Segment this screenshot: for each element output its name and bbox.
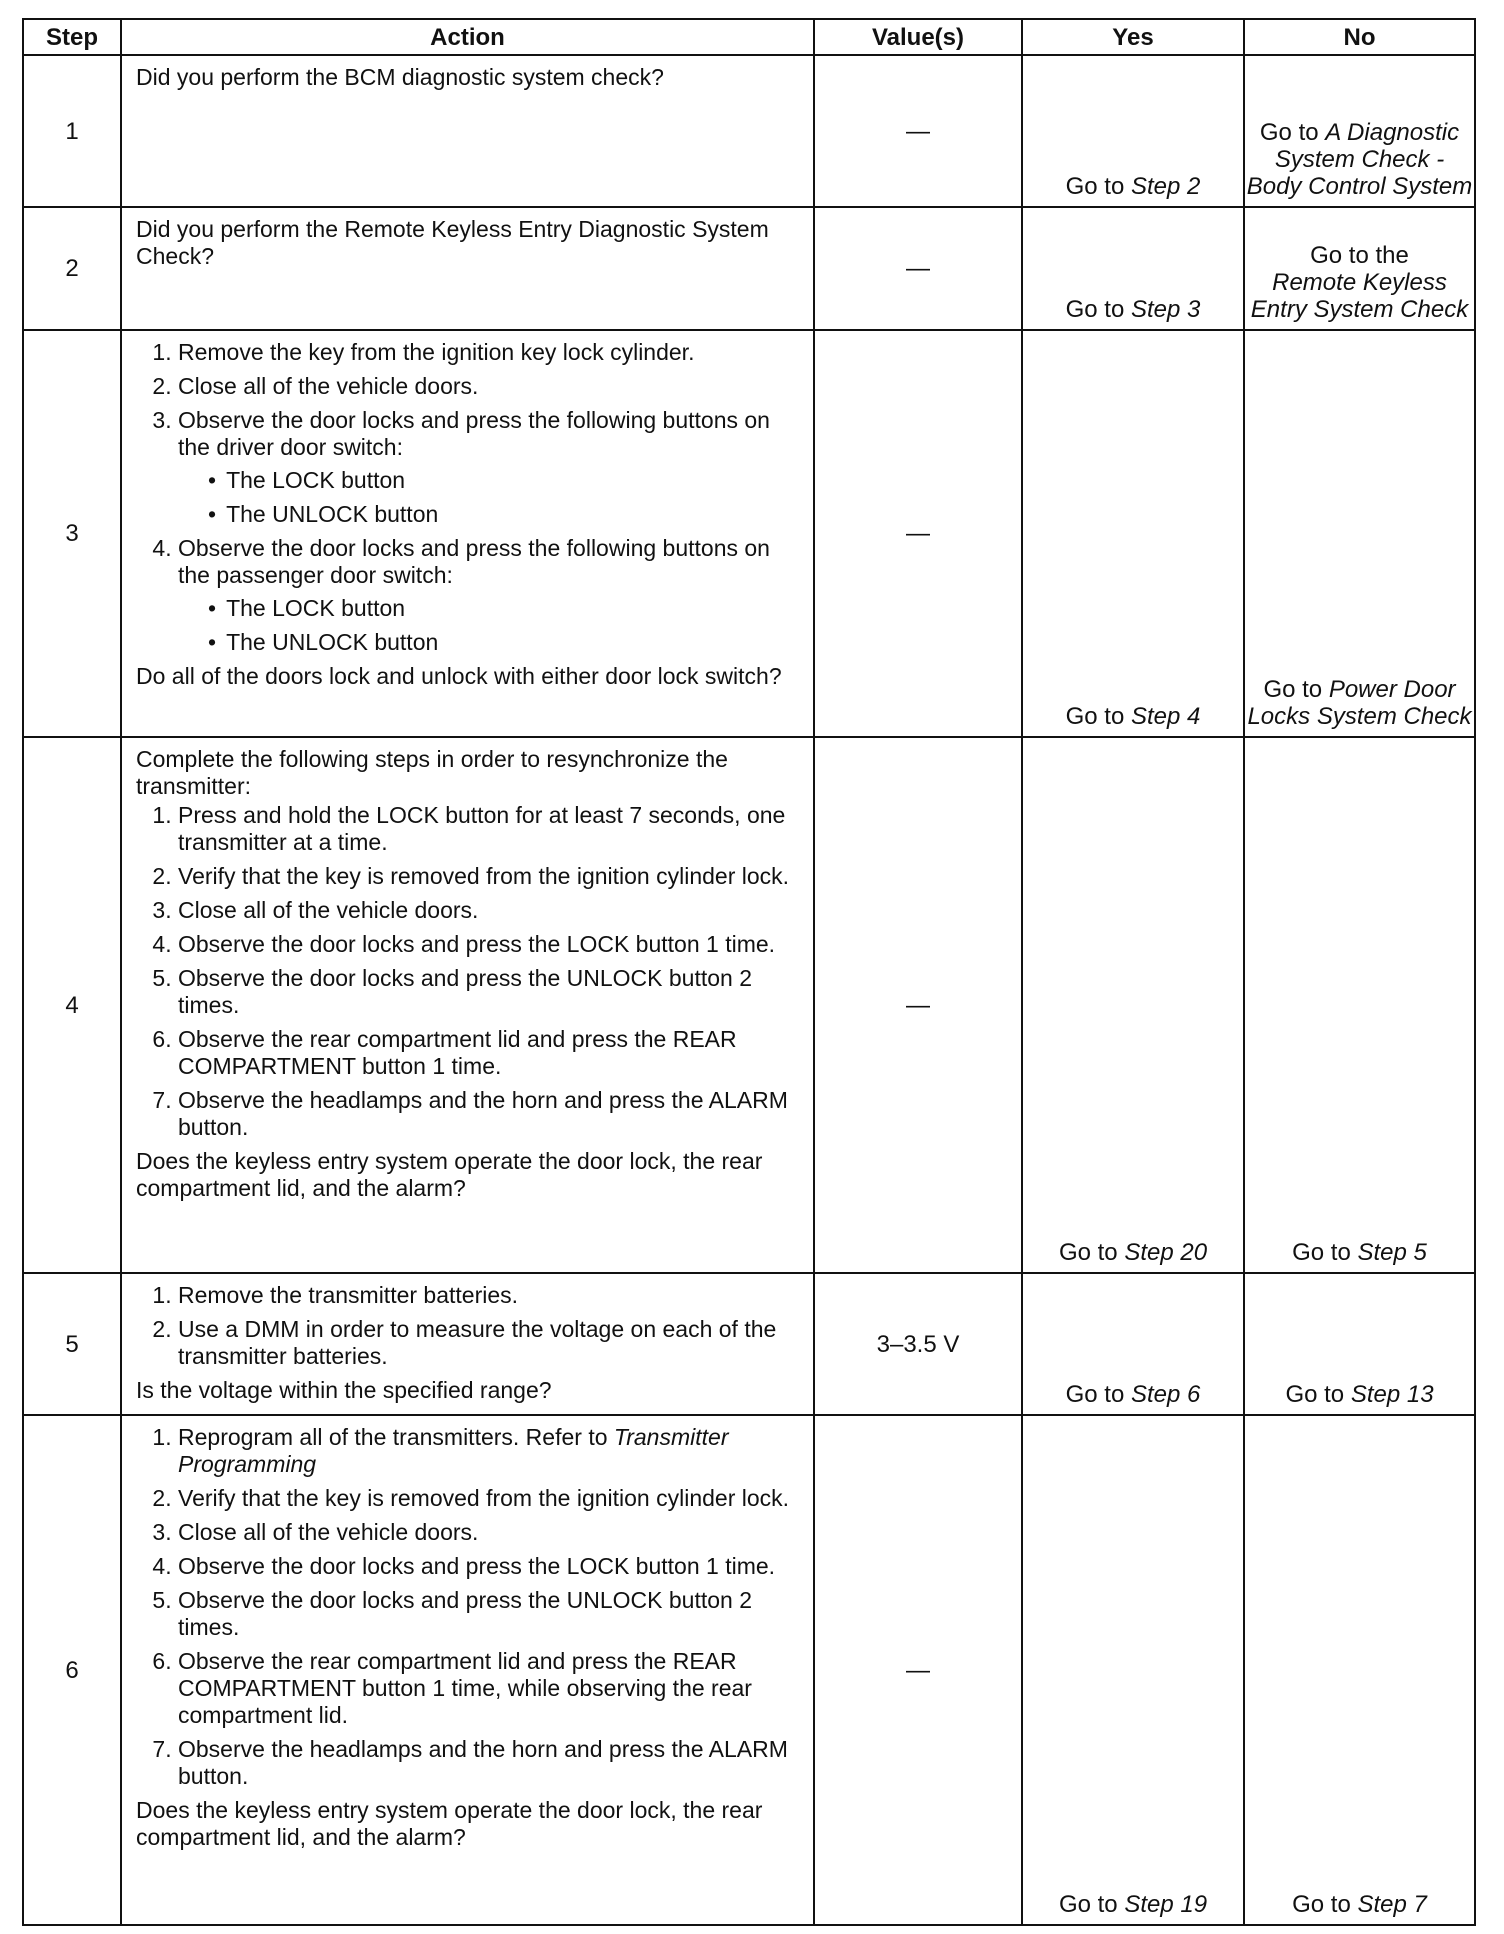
procedure-list bbox=[136, 802, 803, 1141]
yes-cell bbox=[1022, 737, 1244, 1273]
value-cell: — bbox=[814, 207, 1022, 330]
action-question: Does the keyless entry system operate the door lock, the rear compartment lid, and the alarm? bbox=[136, 1148, 763, 1201]
yes-cell bbox=[1022, 55, 1244, 207]
no-cell bbox=[1244, 330, 1475, 737]
table-row bbox=[23, 1415, 1475, 1925]
no-link[interactable]: Step 7 bbox=[1357, 1891, 1427, 1918]
diagnostic-table bbox=[22, 18, 1476, 1926]
bullet-item: • The UNLOCK button bbox=[208, 501, 803, 528]
procedure-step: 6. Observe the rear compartment lid and press the REAR COMPARTMENT button 1 time, while observing the rear compartment lid. bbox=[178, 1648, 803, 1729]
action-question: Did you perform the BCM diagnostic system check? bbox=[136, 64, 664, 90]
procedure-step bbox=[178, 535, 803, 656]
header-step: Step bbox=[23, 19, 121, 55]
table-row bbox=[23, 55, 1475, 207]
no-link[interactable]: Remote Keyless Entry System Check bbox=[1250, 269, 1469, 323]
yes-link[interactable]: Step 3 bbox=[1130, 296, 1201, 323]
action-cell bbox=[121, 55, 814, 207]
action-cell bbox=[121, 1273, 814, 1415]
no-link[interactable]: Step 13 bbox=[1350, 1381, 1434, 1408]
no-cell bbox=[1244, 207, 1475, 330]
yes-prefix: Go to bbox=[1065, 173, 1125, 200]
no-cell bbox=[1244, 1273, 1475, 1415]
yes-cell bbox=[1022, 330, 1244, 737]
yes-link[interactable]: Step 4 bbox=[1130, 703, 1201, 730]
procedure-step-text: Observe the door locks and press the following buttons on the passenger door switch: bbox=[178, 535, 770, 588]
no-prefix: Go to bbox=[1285, 1381, 1345, 1408]
procedure-step: 7. Observe the headlamps and the horn and press the ALARM button. bbox=[178, 1736, 803, 1790]
bullet-item: • The LOCK button bbox=[208, 595, 803, 622]
procedure-step: 1. Press and hold the LOCK button for at least 7 seconds, one transmitter at a time. bbox=[178, 802, 803, 856]
bullet-item: • The LOCK button bbox=[208, 467, 803, 494]
yes-prefix: Go to bbox=[1058, 1891, 1118, 1918]
step-number: 6 bbox=[23, 1415, 121, 1925]
procedure-step bbox=[178, 407, 803, 528]
header-yes: Yes bbox=[1022, 19, 1244, 55]
action-question: Do all of the doors lock and unlock with either door lock switch? bbox=[136, 663, 782, 689]
bullet-list bbox=[178, 467, 803, 528]
step-number: 1 bbox=[23, 55, 121, 207]
procedure-step: 7. Observe the headlamps and the horn and press the ALARM button. bbox=[178, 1087, 803, 1141]
yes-prefix: Go to bbox=[1058, 1239, 1118, 1266]
step-number: 4 bbox=[23, 737, 121, 1273]
no-prefix: Go to the bbox=[1310, 242, 1409, 269]
action-cell bbox=[121, 207, 814, 330]
table-row bbox=[23, 737, 1475, 1273]
yes-link[interactable]: Step 20 bbox=[1124, 1239, 1208, 1266]
header-action: Action bbox=[121, 19, 814, 55]
action-question: Is the voltage within the specified range? bbox=[136, 1377, 552, 1403]
step-number: 2 bbox=[23, 207, 121, 330]
procedure-reference-link[interactable]: Transmitter Programming bbox=[178, 1424, 729, 1477]
procedure-step bbox=[178, 1424, 803, 1478]
yes-link[interactable]: Step 19 bbox=[1124, 1891, 1208, 1918]
procedure-step: 4. Observe the door locks and press the LOCK button 1 time. bbox=[178, 1553, 803, 1580]
yes-cell bbox=[1022, 1415, 1244, 1925]
value-cell: — bbox=[814, 55, 1022, 207]
procedure-list bbox=[136, 1282, 803, 1370]
bullet-item: • The UNLOCK button bbox=[208, 629, 803, 656]
no-cell bbox=[1244, 55, 1475, 207]
no-link[interactable]: Step 5 bbox=[1357, 1239, 1427, 1266]
no-prefix: Go to bbox=[1263, 676, 1323, 703]
procedure-step: 5. Observe the door locks and press the UNLOCK button 2 times. bbox=[178, 1587, 803, 1641]
yes-link[interactable]: Step 6 bbox=[1130, 1381, 1201, 1408]
procedure-step: 4. Observe the door locks and press the LOCK button 1 time. bbox=[178, 931, 803, 958]
table-row bbox=[23, 330, 1475, 737]
procedure-step-text: Observe the door locks and press the following buttons on the driver door switch: bbox=[178, 407, 770, 460]
no-cell bbox=[1244, 737, 1475, 1273]
value-cell: — bbox=[814, 737, 1022, 1273]
no-prefix: Go to bbox=[1292, 1891, 1351, 1918]
yes-cell bbox=[1022, 207, 1244, 330]
procedure-step: 1. Remove the key from the ignition key lock cylinder. bbox=[178, 339, 803, 366]
procedure-step: 2. Use a DMM in order to measure the voltage on each of the transmitter batteries. bbox=[178, 1316, 803, 1370]
procedure-step: 3. Close all of the vehicle doors. bbox=[178, 897, 803, 924]
no-prefix: Go to bbox=[1292, 1239, 1351, 1266]
no-link[interactable]: A Diagnostic System Check - Body Control System bbox=[1246, 119, 1473, 200]
procedure-step: 2. Verify that the key is removed from the ignition cylinder lock. bbox=[178, 1485, 803, 1512]
header-row bbox=[23, 19, 1475, 55]
no-link[interactable]: Power Door Locks System Check bbox=[1247, 676, 1472, 730]
yes-prefix: Go to bbox=[1065, 703, 1125, 730]
action-question: Does the keyless entry system operate the door lock, the rear compartment lid, and the alarm? bbox=[136, 1797, 763, 1850]
table-row bbox=[23, 1273, 1475, 1415]
procedure-step: 2. Verify that the key is removed from the ignition cylinder lock. bbox=[178, 863, 803, 890]
action-question: Did you perform the Remote Keyless Entry Diagnostic System Check? bbox=[136, 216, 769, 269]
procedure-step: 1. Remove the transmitter batteries. bbox=[178, 1282, 803, 1309]
action-intro: Complete the following steps in order to resynchronize the transmitter: bbox=[136, 746, 728, 799]
action-cell bbox=[121, 1415, 814, 1925]
procedure-list bbox=[136, 339, 803, 656]
value-cell: 3–3.5 V bbox=[814, 1273, 1022, 1415]
yes-prefix: Go to bbox=[1065, 1381, 1125, 1408]
bullet-list bbox=[178, 595, 803, 656]
value-cell: — bbox=[814, 330, 1022, 737]
table-row bbox=[23, 207, 1475, 330]
step-number: 5 bbox=[23, 1273, 121, 1415]
yes-link[interactable]: Step 2 bbox=[1130, 173, 1201, 200]
header-no: No bbox=[1244, 19, 1475, 55]
no-prefix: Go to bbox=[1259, 119, 1319, 146]
procedure-step: 5. Observe the door locks and press the UNLOCK button 2 times. bbox=[178, 965, 803, 1019]
procedure-step-text: Reprogram all of the transmitters. Refer to bbox=[178, 1424, 608, 1450]
action-cell bbox=[121, 737, 814, 1273]
yes-cell bbox=[1022, 1273, 1244, 1415]
no-cell bbox=[1244, 1415, 1475, 1925]
procedure-step: 6. Observe the rear compartment lid and press the REAR COMPARTMENT button 1 time. bbox=[178, 1026, 803, 1080]
value-cell: — bbox=[814, 1415, 1022, 1925]
procedure-step: 2. Close all of the vehicle doors. bbox=[178, 373, 803, 400]
procedure-step: 3. Close all of the vehicle doors. bbox=[178, 1519, 803, 1546]
yes-prefix: Go to bbox=[1065, 296, 1125, 323]
procedure-list bbox=[136, 1424, 803, 1790]
action-cell bbox=[121, 330, 814, 737]
header-values: Value(s) bbox=[814, 19, 1022, 55]
step-number: 3 bbox=[23, 330, 121, 737]
